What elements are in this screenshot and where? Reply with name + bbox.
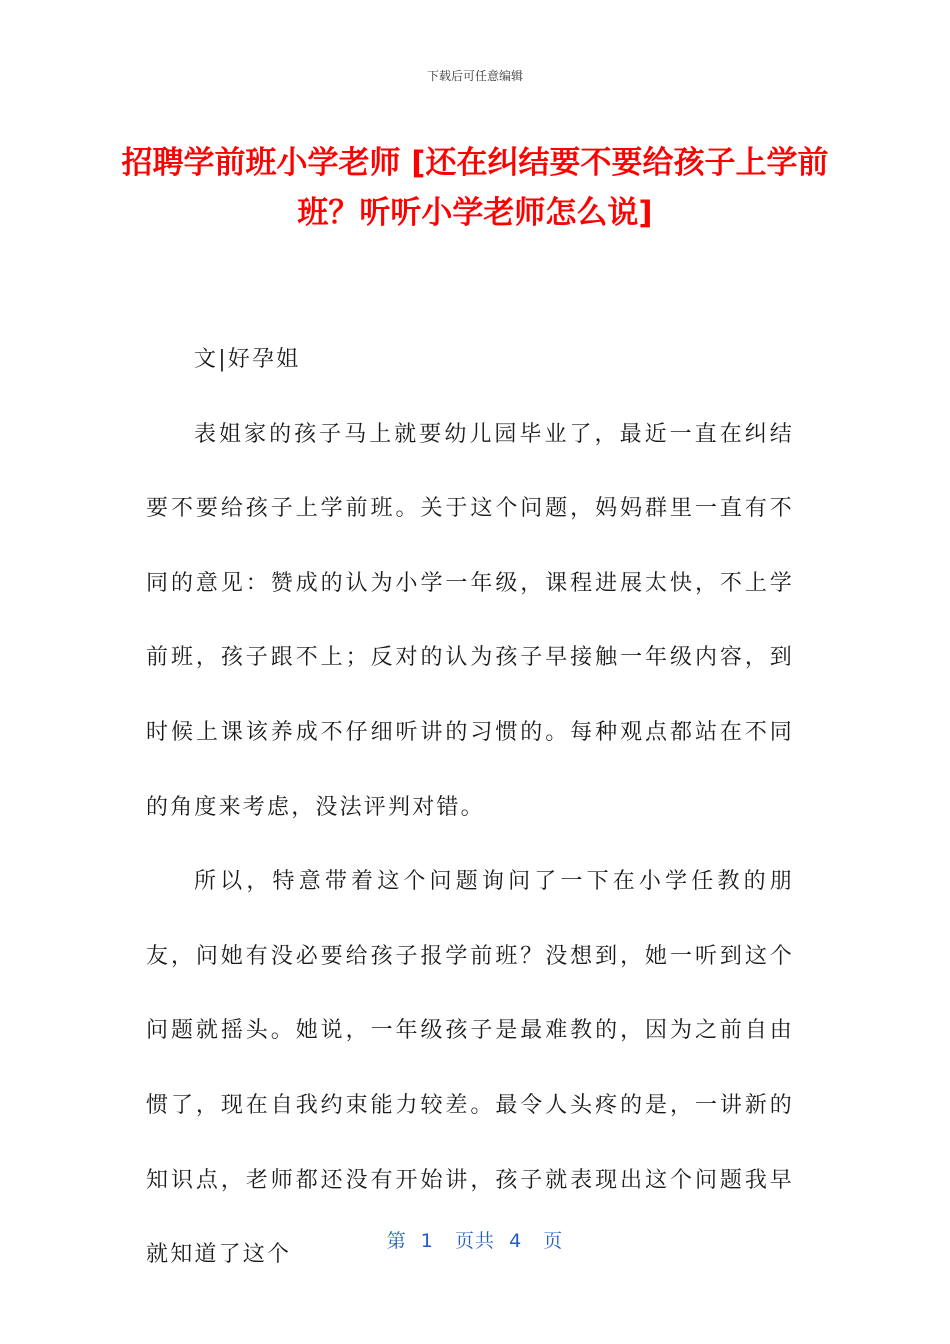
paragraph-2: 所以，特意带着这个问题询问了一下在小学任教的朋友，问她有没必要给孩子报学前班？没想到，她一听到这个问题就摇头。她说，一年级孩子是最难教的，因为之前自由惯了，现在自我约束能力较差。最令人头疼的是，一讲新的知识点，老师都还没有开始讲，孩子就表现出这个问题我早就知道了这个 xyxy=(146,869,794,1268)
document-title: 招聘学前班小学老师 [还在纠结要不要给孩子上学前班？听听小学老师怎么说] xyxy=(121,145,829,231)
header-note: 下载后可任意编辑 xyxy=(426,69,523,83)
byline: 文|好孕姐 xyxy=(194,347,301,372)
page-number-footer: 第 1 页共 4 页 xyxy=(386,1230,564,1252)
paragraph-1: 表姐家的孩子马上就要幼儿园毕业了，最近一直在纠结要不要给孩子上学前班。关于这个问题，妈妈群里一直有不同的意见：赞成的认为小学一年级，课程进展太快，不上学前班，孩子跟不上；反对的认为孩子早接触一年级内容，到时候上课该养成不仔细听讲的习惯的。每种观点都站在不同的角度来考虑，没法评判对错。 xyxy=(146,421,794,820)
document-body xyxy=(146,323,794,1293)
